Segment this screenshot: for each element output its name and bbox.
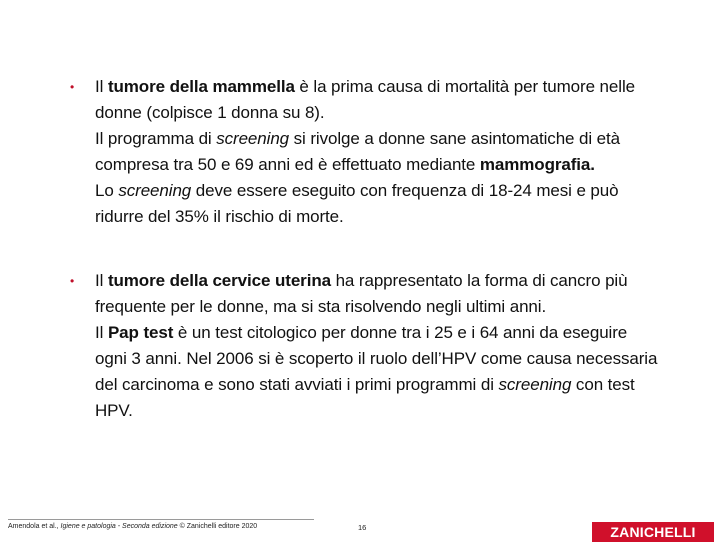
- bullet-paragraph: [95, 178, 660, 230]
- bullet-paragraph: [95, 74, 660, 126]
- bullet-text: [95, 74, 660, 230]
- bullet-paragraph: [95, 126, 660, 178]
- credit-publisher: © Zanichelli editore 2020: [177, 523, 258, 530]
- credit-title: Igiene e patologia - Seconda edizione: [60, 523, 178, 530]
- italic-term: screening: [118, 181, 192, 200]
- footer-divider: [8, 519, 314, 520]
- bullet-dot-icon: •: [70, 80, 75, 94]
- text-run: si rivolge a donne sane asintomatiche di età compresa tra 50 e 69 anni ed è effettuato mediante: [95, 129, 621, 174]
- bullet-item-cervical-cancer: [70, 268, 660, 424]
- italic-term: screening: [216, 129, 290, 148]
- footer: [0, 512, 720, 540]
- bullet-item-breast-cancer: [70, 74, 660, 230]
- text-run: Il: [95, 323, 108, 342]
- bold-term: Pap test: [107, 323, 174, 342]
- text-run: ha rappresentato la forma di cancro più frequente per le donne, ma si sta risolvendo negli ultimi anni.: [95, 271, 628, 316]
- footer-credit: [8, 523, 257, 530]
- bold-term: mammografia.: [479, 155, 595, 174]
- page-number: 16: [358, 523, 367, 532]
- bullet-text: [95, 268, 660, 424]
- text-run: è un test citologico per donne tra i 25 e i 64 anni da eseguire ogni 3 anni. Nel 2006 si è scoperto il ruolo dell’HPV come causa necessaria del carcinoma e sono stati avviati i primi programmi di: [95, 323, 658, 394]
- bullet-dot-icon: •: [70, 274, 75, 288]
- credit-authors: Amendola et al.,: [8, 523, 61, 530]
- text-run: con test HPV.: [95, 375, 635, 420]
- bold-term: tumore della cervice uterina: [107, 271, 331, 290]
- text-run: deve essere eseguito con frequenza di 18-24 mesi e può ridurre del 35% il rischio di morte.: [95, 181, 619, 226]
- zanichelli-logo: ZANICHELLI: [592, 522, 714, 542]
- text-run: è la prima causa di mortalità per tumore nelle donne (colpisce 1 donna su 8).: [95, 77, 635, 122]
- text-run: Il: [95, 77, 108, 96]
- bullet-paragraph: [95, 268, 660, 320]
- text-run: Il: [95, 271, 108, 290]
- bold-term: tumore della mammella: [107, 77, 295, 96]
- text-run: Lo: [95, 181, 119, 200]
- italic-term: screening: [498, 375, 572, 394]
- text-run: Il programma di: [95, 129, 217, 148]
- bullet-paragraph: [95, 320, 660, 424]
